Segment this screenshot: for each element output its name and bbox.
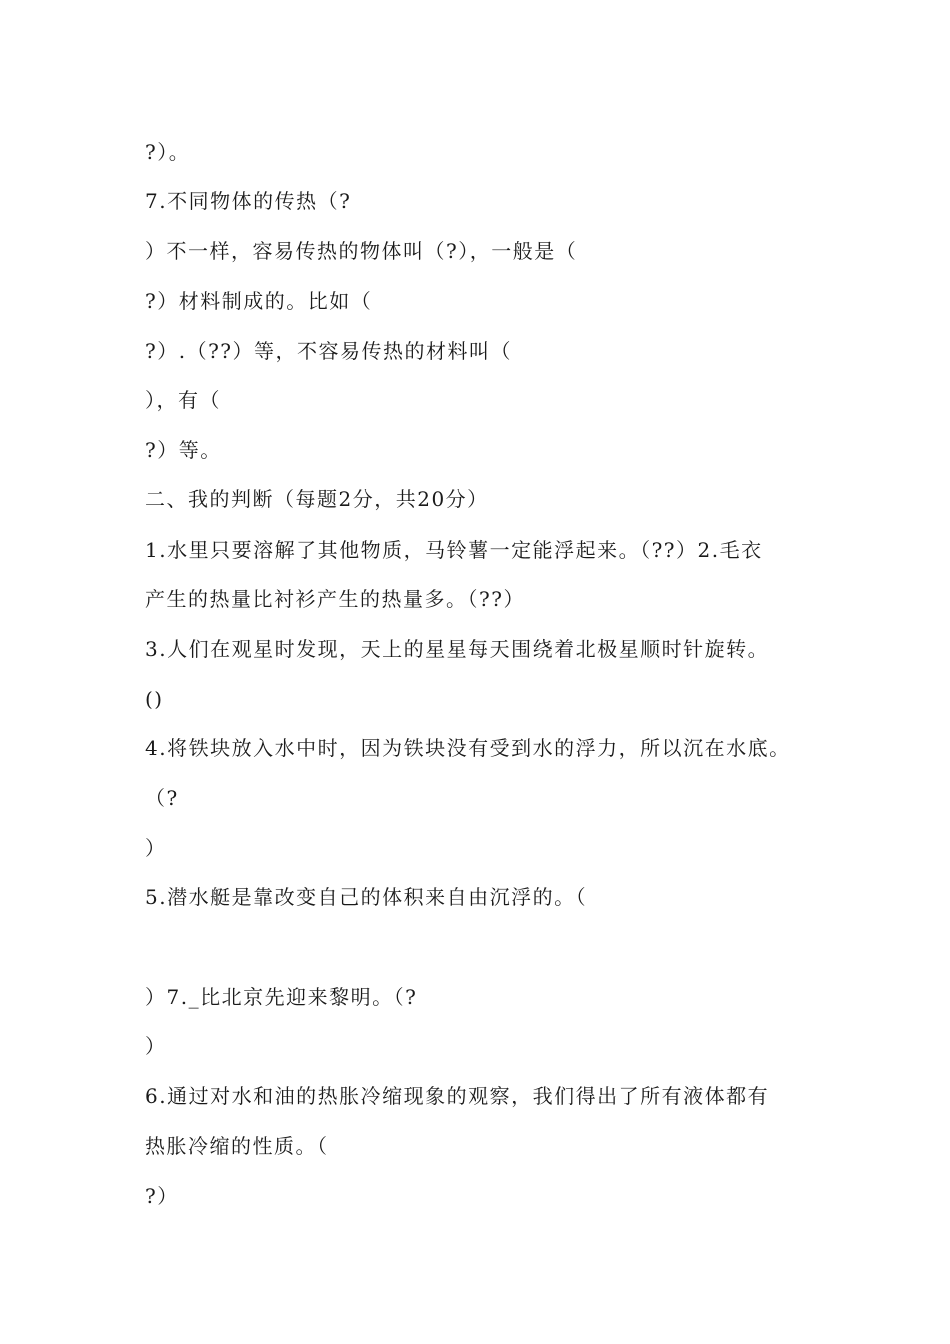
text-line: ）不一样，容易传热的物体叫（?），一般是（ [145, 239, 578, 263]
text-line: ?）.（??）等，不容易传热的材料叫（ [145, 339, 513, 363]
text-line: ），有（ [145, 388, 221, 412]
text-line: 产生的热量比衬衫产生的热量多。（??） [145, 587, 525, 611]
text-line: ?）材料制成的。比如（ [145, 289, 373, 313]
text-line: 5.潜水艇是靠改变自己的体积来自由沉浮的。（ [145, 885, 588, 909]
text-line: () [145, 687, 164, 711]
text-line: （? [145, 786, 179, 810]
text-line: 7.不同物体的传热（? [145, 189, 352, 213]
text-line: 3.人们在观星时发现，天上的星星每天围绕着北极星顺时针旋转。 [145, 637, 770, 661]
text-line: ） [145, 1034, 167, 1058]
text-line: 1.水里只要溶解了其他物质，马铃薯一定能浮起来。（??）2.毛衣 [145, 538, 763, 562]
text-line: ）7._比北京先迎来黎明。（? [145, 985, 418, 1009]
text-line: ） [145, 836, 167, 860]
text-line: 4.将铁块放入水中时，因为铁块没有受到水的浮力，所以沉在水底。 [145, 736, 791, 760]
text-line: 热胀冷缩的性质。（ [145, 1134, 329, 1158]
section-heading: 二、我的判断（每题2分，共20分） [145, 487, 489, 511]
text-line: ?）等。 [145, 438, 222, 462]
text-line: ?）。 [145, 140, 191, 164]
text-line: 6.通过对水和油的热胀冷缩现象的观察，我们得出了所有液体都有 [145, 1084, 770, 1108]
text-line: ?） [145, 1184, 179, 1208]
